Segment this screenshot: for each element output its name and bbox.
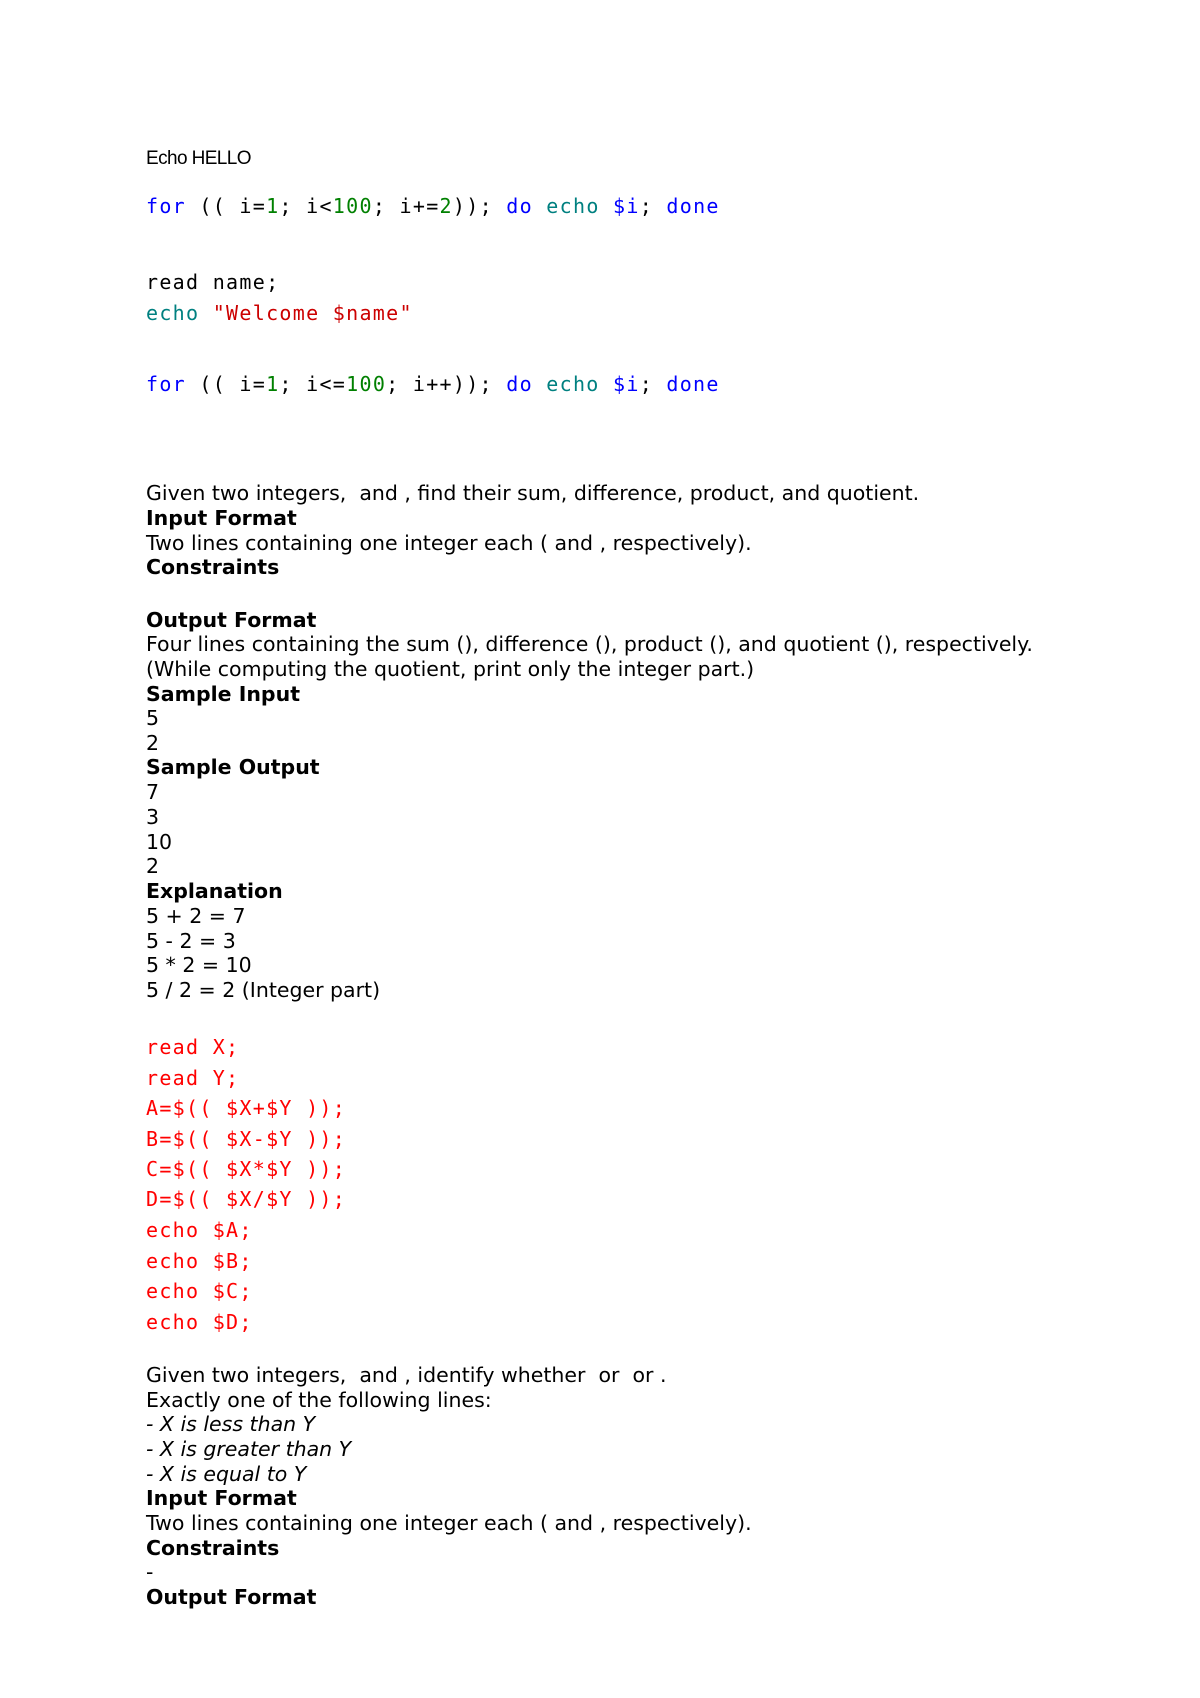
problem1-input-text: Two lines containing one integer each ( and , respectively). — [146, 531, 752, 555]
sample-input-line: 2 — [146, 731, 160, 755]
problem2-constraints-text: - — [146, 1560, 154, 1584]
code-part: ; — [639, 372, 667, 396]
keyword-do: do — [506, 194, 533, 218]
code-part — [199, 301, 212, 325]
solution-code-line: echo $A; — [146, 1218, 253, 1242]
solution-code-line: read Y; — [146, 1066, 240, 1090]
sample-output-line: 3 — [146, 805, 160, 829]
problem2-lines-intro: Exactly one of the following lines: — [146, 1388, 492, 1412]
command-echo: echo — [546, 194, 600, 218]
code-read-name: read name; — [146, 270, 280, 294]
problem1-output-note: (While computing the quotient, print only the integer part.) — [146, 657, 755, 681]
solution-code-line: D=$(( $X/$Y )); — [146, 1187, 347, 1211]
sample-output-line: 2 — [146, 854, 160, 878]
code-part: ; i< — [279, 194, 333, 218]
sample-output-heading: Sample Output — [146, 755, 320, 779]
code-part — [533, 372, 546, 396]
code-part — [600, 372, 613, 396]
solution-code-line: B=$(( $X-$Y )); — [146, 1127, 347, 1151]
code-number: 100 — [346, 372, 387, 396]
code-part: (( i= — [186, 194, 267, 218]
problem1-output-text: Four lines containing the sum (), difference (), product (), and quotient (), respectively. — [146, 632, 1033, 656]
code-number: 1 — [266, 194, 280, 218]
code-variable: $i — [613, 194, 640, 218]
code-part: (( i= — [186, 372, 267, 396]
problem2-output-heading: Output Format — [146, 1585, 317, 1609]
problem1-output-heading: Output Format — [146, 608, 317, 632]
code-part: ; i+= — [372, 194, 440, 218]
sample-input-heading: Sample Input — [146, 682, 300, 706]
code-number: 100 — [332, 194, 373, 218]
command-echo: echo — [146, 301, 200, 325]
command-echo: echo — [546, 372, 600, 396]
solution-code-line: echo $B; — [146, 1249, 253, 1273]
code-string: "Welcome $name" — [212, 301, 413, 325]
code-variable: $i — [613, 372, 640, 396]
code-part: )); — [452, 194, 507, 218]
sample-input-line: 5 — [146, 706, 160, 730]
explanation-line: 5 * 2 = 10 — [146, 953, 252, 977]
sample-output-line: 10 — [146, 830, 173, 854]
explanation-line: 5 - 2 = 3 — [146, 929, 236, 953]
problem2-input-heading: Input Format — [146, 1486, 297, 1510]
code-part — [600, 194, 613, 218]
solution-code-line: C=$(( $X*$Y )); — [146, 1157, 347, 1181]
code-loop-all — [146, 372, 720, 396]
solution-code-line: echo $C; — [146, 1279, 253, 1303]
keyword-do: do — [506, 372, 533, 396]
code-number: 1 — [266, 372, 280, 396]
problem1-statement: Given two integers, and , find their sum, difference, product, and quotient. — [146, 481, 920, 505]
code-part: ; i++)); — [386, 372, 507, 396]
code-part: ; i<= — [279, 372, 347, 396]
code-part: ; — [639, 194, 667, 218]
code-loop-odd — [146, 194, 720, 218]
sample-output-line: 7 — [146, 780, 160, 804]
document-title: Echo HELLO — [146, 148, 251, 169]
solution-code-line: echo $D; — [146, 1310, 253, 1334]
explanation-line: 5 / 2 = 2 (Integer part) — [146, 978, 381, 1002]
code-part — [533, 194, 546, 218]
keyword-done: done — [666, 194, 720, 218]
keyword-done: done — [666, 372, 720, 396]
problem2-statement: Given two integers, and , identify whether or or . — [146, 1363, 667, 1387]
keyword-for: for — [146, 194, 187, 218]
problem2-option: - X is less than Y — [146, 1412, 316, 1436]
problem2-option: - X is equal to Y — [146, 1462, 307, 1486]
explanation-heading: Explanation — [146, 879, 283, 903]
code-echo-welcome — [146, 301, 413, 325]
keyword-for: for — [146, 372, 187, 396]
solution-code-line: A=$(( $X+$Y )); — [146, 1096, 347, 1120]
code-number: 2 — [439, 194, 453, 218]
explanation-line: 5 + 2 = 7 — [146, 904, 246, 928]
problem2-option: - X is greater than Y — [146, 1437, 352, 1461]
problem1-input-heading: Input Format — [146, 506, 297, 530]
problem1-constraints-heading: Constraints — [146, 555, 280, 579]
solution-code-line: read X; — [146, 1035, 240, 1059]
problem2-constraints-heading: Constraints — [146, 1536, 280, 1560]
problem2-input-text: Two lines containing one integer each ( and , respectively). — [146, 1511, 752, 1535]
